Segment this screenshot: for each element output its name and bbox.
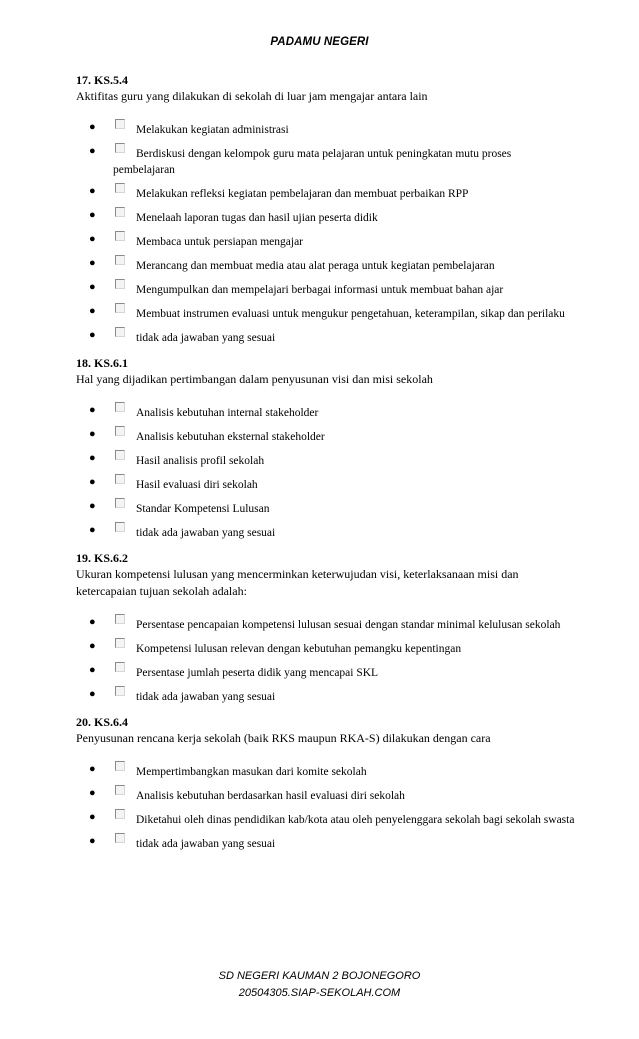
option-item[interactable]	[76, 183, 576, 202]
option-item[interactable]	[76, 450, 576, 469]
bullet-icon: ●	[89, 811, 96, 823]
option-item[interactable]	[76, 255, 576, 274]
checkbox[interactable]	[115, 614, 125, 624]
question-text: Ukuran kompetensi lulusan yang mencerminkan keterwujudan visi, keterlaksanaan misi dan ketercapaian tujuan sekolah adalah:	[76, 567, 519, 598]
checkbox[interactable]	[115, 522, 125, 532]
bullet-icon: ●	[89, 664, 96, 676]
question-code: 20. KS.6.4	[76, 715, 129, 729]
bullet-icon: ●	[89, 476, 96, 488]
bullet-icon: ●	[89, 640, 96, 652]
option-item[interactable]	[76, 207, 576, 226]
option-item[interactable]	[76, 833, 576, 852]
option-label: Mempertimbangkan masukan dari komite sekolah	[136, 766, 367, 778]
bullet-icon: ●	[89, 524, 96, 536]
checkbox[interactable]	[115, 207, 125, 217]
question-block	[76, 551, 576, 705]
bullet-icon: ●	[89, 121, 96, 133]
question-code: 17. KS.5.4	[76, 73, 129, 87]
option-label: Berdiskusi dengan kelompok guru mata pelajaran untuk peningkatan mutu proses pembelajaran	[113, 148, 512, 176]
option-item[interactable]	[76, 662, 576, 681]
bullet-icon: ●	[89, 835, 96, 847]
option-label: Hasil analisis profil sekolah	[136, 455, 265, 467]
bullet-icon: ●	[89, 145, 96, 157]
bullet-icon: ●	[89, 329, 96, 341]
option-item[interactable]	[76, 474, 576, 493]
bullet-icon: ●	[89, 305, 96, 317]
checkbox[interactable]	[115, 761, 125, 771]
option-list	[76, 614, 576, 705]
option-item[interactable]	[76, 638, 576, 657]
footer-school-name: SD NEGERI KAUMAN 2 BOJONEGORO	[218, 970, 421, 982]
option-label: Membuat instrumen evaluasi untuk mengukur pengetahuan, keterampilan, sikap dan perilaku	[136, 308, 565, 320]
option-label: Persentase jumlah peserta didik yang mencapai SKL	[136, 667, 379, 679]
bullet-icon: ●	[89, 233, 96, 245]
option-label: Persentase pencapaian kompetensi lulusan sesuai dengan standar minimal kelulusan sekolah	[136, 619, 561, 631]
checkbox[interactable]	[115, 119, 125, 129]
questionnaire	[76, 73, 576, 862]
checkbox[interactable]	[115, 498, 125, 508]
footer-website: 20504305.SIAP-SEKOLAH.COM	[238, 987, 401, 999]
option-label: tidak ada jawaban yang sesuai	[136, 838, 276, 850]
option-item[interactable]	[76, 426, 576, 445]
option-label: tidak ada jawaban yang sesuai	[136, 332, 276, 344]
bullet-icon: ●	[89, 257, 96, 269]
option-list	[76, 761, 576, 852]
question-text: Penyusunan rencana kerja sekolah (baik RKS maupun RKA-S) dilakukan dengan cara	[76, 731, 491, 745]
bullet-icon: ●	[89, 787, 96, 799]
bullet-icon: ●	[89, 428, 96, 440]
question-code: 18. KS.6.1	[76, 356, 129, 370]
question-block	[76, 73, 576, 346]
option-label: Menelaah laporan tugas dan hasil ujian peserta didik	[136, 212, 378, 224]
option-label: Standar Kompetensi Lulusan	[136, 503, 270, 515]
option-label: Membaca untuk persiapan mengajar	[136, 236, 304, 248]
option-label: Analisis kebutuhan berdasarkan hasil evaluasi diri sekolah	[136, 790, 405, 802]
checkbox[interactable]	[115, 402, 125, 412]
checkbox[interactable]	[115, 638, 125, 648]
checkbox[interactable]	[115, 303, 125, 313]
option-list	[76, 402, 576, 541]
option-item[interactable]	[76, 402, 576, 421]
option-item[interactable]	[76, 498, 576, 517]
option-item[interactable]	[76, 279, 576, 298]
option-item[interactable]	[76, 143, 576, 178]
checkbox[interactable]	[115, 143, 125, 153]
bullet-icon: ●	[89, 185, 96, 197]
option-label: Melakukan kegiatan administrasi	[136, 124, 289, 136]
option-item[interactable]	[76, 327, 576, 346]
page-header-title: PADAMU NEGERI	[270, 36, 369, 48]
checkbox[interactable]	[115, 231, 125, 241]
bullet-icon: ●	[89, 616, 96, 628]
checkbox[interactable]	[115, 785, 125, 795]
option-label: tidak ada jawaban yang sesuai	[136, 691, 276, 703]
checkbox[interactable]	[115, 474, 125, 484]
option-item[interactable]	[76, 231, 576, 250]
option-label: tidak ada jawaban yang sesuai	[136, 527, 276, 539]
checkbox[interactable]	[115, 327, 125, 337]
bullet-icon: ●	[89, 281, 96, 293]
question-text: Aktifitas guru yang dilakukan di sekolah di luar jam mengajar antara lain	[76, 89, 428, 103]
checkbox[interactable]	[115, 279, 125, 289]
bullet-icon: ●	[89, 763, 96, 775]
option-item[interactable]	[76, 761, 576, 780]
bullet-icon: ●	[89, 209, 96, 221]
option-item[interactable]	[76, 686, 576, 705]
option-item[interactable]	[76, 785, 576, 804]
bullet-icon: ●	[89, 500, 96, 512]
checkbox[interactable]	[115, 450, 125, 460]
checkbox[interactable]	[115, 686, 125, 696]
option-list	[76, 119, 576, 346]
checkbox[interactable]	[115, 662, 125, 672]
option-label: Merancang dan membuat media atau alat peraga untuk kegiatan pembelajaran	[136, 260, 495, 272]
bullet-icon: ●	[89, 404, 96, 416]
bullet-icon: ●	[89, 452, 96, 464]
checkbox[interactable]	[115, 833, 125, 843]
bullet-icon: ●	[89, 688, 96, 700]
option-item[interactable]	[76, 809, 576, 828]
option-label: Kompetensi lulusan relevan dengan kebutuhan pemangku kepentingan	[136, 643, 462, 655]
checkbox[interactable]	[115, 255, 125, 265]
option-item[interactable]	[76, 119, 576, 138]
option-item[interactable]	[76, 522, 576, 541]
option-label: Diketahui oleh dinas pendidikan kab/kota atau oleh penyelenggara sekolah bagi sekolah swasta	[136, 814, 575, 826]
checkbox[interactable]	[115, 426, 125, 436]
question-text: Hal yang dijadikan pertimbangan dalam penyusunan visi dan misi sekolah	[76, 372, 433, 386]
option-item[interactable]	[76, 303, 576, 322]
question-block	[76, 715, 576, 852]
checkbox[interactable]	[115, 183, 125, 193]
question-block	[76, 356, 576, 541]
option-item[interactable]	[76, 614, 576, 633]
page-footer	[0, 968, 639, 1002]
option-label: Hasil evaluasi diri sekolah	[136, 479, 258, 491]
option-label: Analisis kebutuhan eksternal stakeholder	[136, 431, 325, 443]
option-label: Analisis kebutuhan internal stakeholder	[136, 407, 319, 419]
question-code: 19. KS.6.2	[76, 551, 129, 565]
checkbox[interactable]	[115, 809, 125, 819]
option-label: Melakukan refleksi kegiatan pembelajaran dan membuat perbaikan RPP	[136, 188, 469, 200]
option-label: Mengumpulkan dan mempelajari berbagai informasi untuk membuat bahan ajar	[136, 284, 504, 296]
